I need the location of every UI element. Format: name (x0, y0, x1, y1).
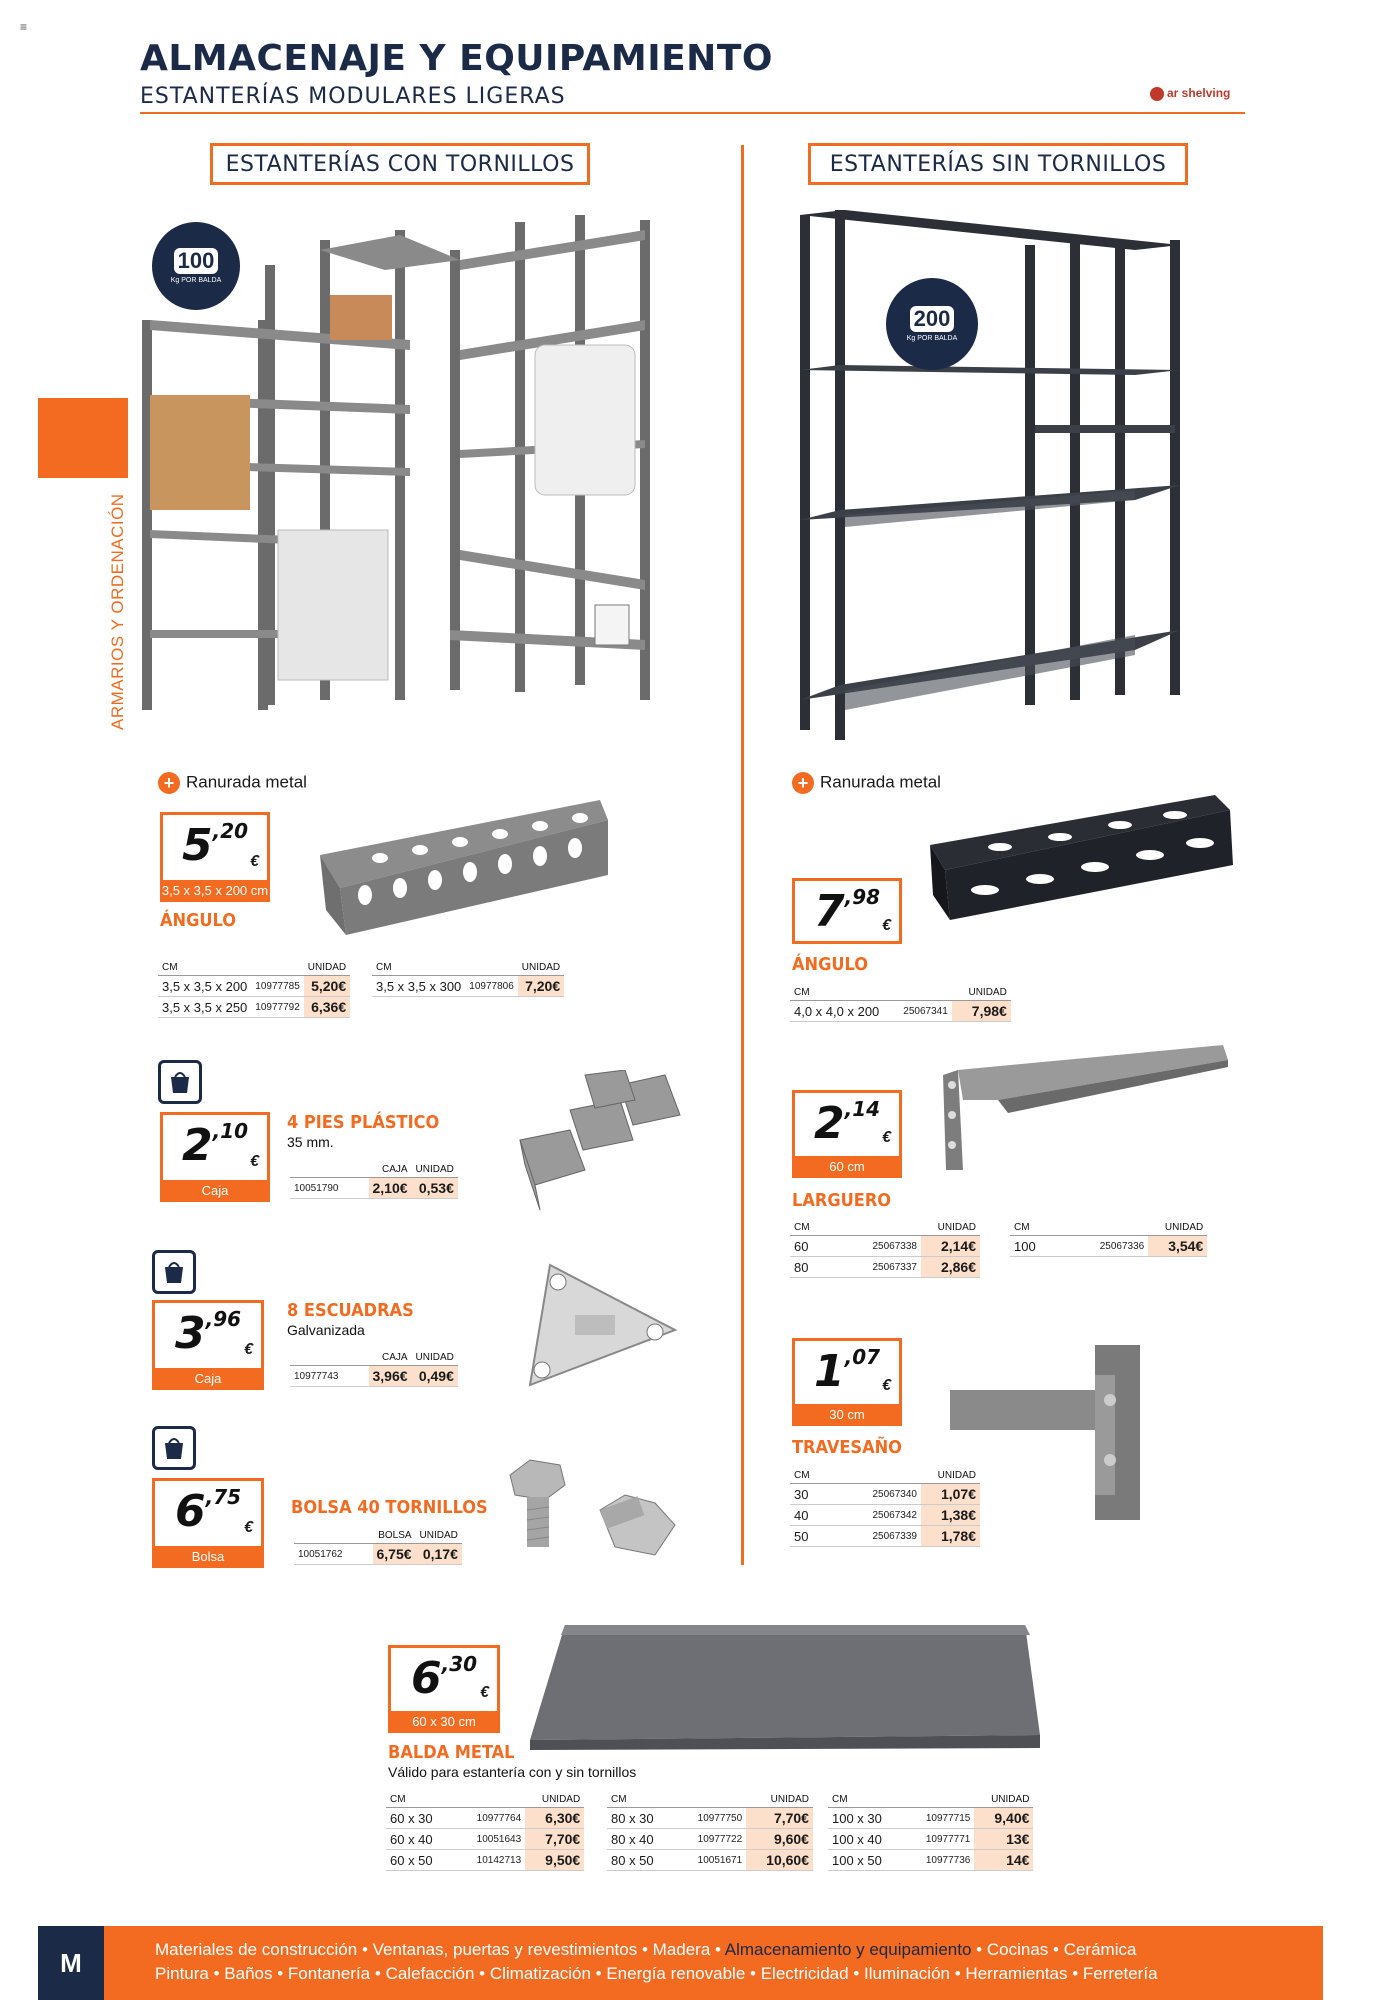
price-tag-angulo-left: 5,20 € 3,5 x 3,5 x 200 cm (160, 812, 270, 902)
menu-icon[interactable]: ≡ (20, 20, 28, 34)
table-row: 60 x 40 10051643 7,70€ (386, 1829, 584, 1850)
footer-link[interactable]: Energía renovable (606, 1964, 746, 1983)
table-row: 50 25067339 1,78€ (790, 1526, 980, 1547)
footer-link[interactable]: Ventanas, puertas y revestimientos (372, 1940, 638, 1959)
footer-link[interactable]: Fontanería (287, 1964, 371, 1983)
note-ranurada-left: + Ranurada metal (158, 772, 307, 794)
table-row: 80 x 50 10051671 10,60€ (607, 1850, 813, 1871)
plus-icon: + (158, 772, 180, 794)
product-sub-balda: Válido para estantería con y sin tornillos (388, 1764, 637, 1780)
footer-categories-line2: Pintura • Baños • Fontanería • Calefacción • Climatización • Energía renovable • Electricidad • Iluminación • Herramientas • Ferretería (155, 1964, 1158, 1983)
table-row: 10977743 3,96€ 0,49€ (290, 1366, 458, 1387)
shelving-image-sin-tornillos (795, 205, 1185, 740)
capacity-badge-200: 200 Kg POR BALDA (886, 278, 978, 370)
footer-link[interactable]: Pintura (155, 1964, 209, 1983)
product-title-larguero: LARGUERO (792, 1190, 892, 1211)
angulo-image-left (320, 800, 610, 935)
table-balda-60: CM UNIDAD 60 x 30 10977764 6,30€ 60 x 40 10051643 7,70€ 60 x 50 10142713 9,50€ (386, 1792, 584, 1871)
product-title-balda: BALDA METAL (388, 1742, 515, 1763)
table-balda-100: CM UNIDAD 100 x 30 10977715 9,40€ 100 x 40 10977771 13€ 100 x 50 10977736 14€ (828, 1792, 1033, 1871)
note-ranurada-right: + Ranurada metal (792, 772, 941, 794)
footer-link[interactable]: Cerámica (1063, 1940, 1137, 1959)
footer-link[interactable]: Cocinas (986, 1940, 1049, 1959)
table-row: 100 x 30 10977715 9,40€ (828, 1808, 1033, 1829)
capacity-badge-100: 100 Kg POR BALDA (152, 222, 240, 310)
shopping-bag-icon (158, 1060, 202, 1104)
table-row: 3,5 x 3,5 x 250 10977792 6,36€ (158, 997, 350, 1018)
brand-logo: ar shelving (1150, 86, 1230, 101)
footer-link[interactable]: Materiales de construcción (155, 1940, 358, 1959)
product-title-travesano: TRAVESAÑO (792, 1437, 902, 1458)
table-row: 40 25067342 1,38€ (790, 1505, 980, 1526)
table-row: 60 x 30 10977764 6,30€ (386, 1808, 584, 1829)
shopping-bag-icon (152, 1250, 196, 1294)
angulo-image-right (925, 795, 1235, 920)
shopping-bag-icon (152, 1426, 196, 1470)
footer-link-active[interactable]: Almacenamiento y equipamiento (724, 1940, 972, 1959)
side-tab (38, 398, 128, 478)
table-escuadras: CAJA UNIDAD 10977743 3,96€ 0,49€ (290, 1350, 458, 1387)
product-title-angulo-left: ÁNGULO (160, 910, 236, 931)
product-title-escuadras: 8 ESCUADRAS (287, 1300, 414, 1321)
pies-image (515, 1070, 695, 1220)
table-angulo-right: CM UNIDAD 4,0 x 4,0 x 200 25067341 7,98€ (790, 985, 1011, 1022)
price-tag-pies: 2,10 € Caja (160, 1112, 270, 1202)
footer-link[interactable]: Calefacción (385, 1964, 475, 1983)
table-row: 3,5 x 3,5 x 200 10977785 5,20€ (158, 976, 350, 997)
footer-link[interactable]: Ferretería (1082, 1964, 1158, 1983)
table-row: 10051790 2,10€ 0,53€ (290, 1178, 458, 1199)
balda-image (525, 1620, 1045, 1750)
header-rule (140, 112, 1245, 114)
larguero-image (938, 1035, 1238, 1175)
column-divider (741, 145, 744, 1565)
table-pies: CAJA UNIDAD 10051790 2,10€ 0,53€ (290, 1162, 458, 1199)
table-row: 80 x 30 10977750 7,70€ (607, 1808, 813, 1829)
table-balda-80: CM UNIDAD 80 x 30 10977750 7,70€ 80 x 40 10977722 9,60€ 80 x 50 10051671 10,60€ (607, 1792, 813, 1871)
product-title-angulo-right: ÁNGULO (792, 954, 868, 975)
tornillos-image (505, 1455, 685, 1565)
table-row: 60 25067338 2,14€ (790, 1236, 980, 1257)
section-title-con-tornillos: ESTANTERÍAS CON TORNILLOS (210, 143, 590, 185)
table-row: 4,0 x 4,0 x 200 25067341 7,98€ (790, 1001, 1011, 1022)
footer-bar (38, 1926, 1323, 2000)
footer-link[interactable]: Madera (652, 1940, 711, 1959)
price-tag-balda: 6,30 € 60 x 30 cm (388, 1645, 500, 1733)
table-angulo-left-a: CM UNIDAD 3,5 x 3,5 x 200 10977785 5,20€ 3,5 x 3,5 x 250 10977792 6,36€ (158, 960, 350, 1018)
table-row: 100 25067336 3,54€ (1010, 1236, 1207, 1257)
page-title: ALMACENAJE Y EQUIPAMIENTO (140, 38, 773, 79)
brand-icon (1150, 87, 1164, 101)
price-tag-angulo-right: 7,98 € (792, 878, 902, 944)
product-sub-pies: 35 mm. (287, 1134, 334, 1150)
table-row: 100 x 40 10977771 13€ (828, 1829, 1033, 1850)
table-larguero-a: CM UNIDAD 60 25067338 2,14€ 80 25067337 2,86€ (790, 1220, 980, 1278)
page-subtitle: ESTANTERÍAS MODULARES LIGERAS (140, 84, 566, 109)
price-tag-tornillos: 6,75 € Bolsa (152, 1478, 264, 1568)
escuadra-image (520, 1260, 680, 1390)
table-row: 100 x 50 10977736 14€ (828, 1850, 1033, 1871)
footer-link[interactable]: Baños (224, 1964, 273, 1983)
table-row: 80 x 40 10977722 9,60€ (607, 1829, 813, 1850)
table-row: 80 25067337 2,86€ (790, 1257, 980, 1278)
plus-icon: + (792, 772, 814, 794)
table-row: 10051762 6,75€ 0,17€ (294, 1544, 462, 1565)
table-larguero-b: CM UNIDAD 100 25067336 3,54€ (1010, 1220, 1207, 1257)
footer-logo[interactable]: M (38, 1926, 104, 2000)
footer-link[interactable]: Climatización (489, 1964, 591, 1983)
price-tag-escuadras: 3,96 € Caja (152, 1300, 264, 1390)
table-travesano: CM UNIDAD 30 25067340 1,07€ 40 25067342 1,38€ 50 25067339 1,78€ (790, 1468, 980, 1547)
product-title-pies: 4 PIES PLÁSTICO (287, 1112, 440, 1133)
section-title-sin-tornillos: ESTANTERÍAS SIN TORNILLOS (808, 143, 1188, 185)
side-label: ARMARIOS Y ORDENACIÓN (108, 493, 127, 730)
footer-link[interactable]: Electricidad (760, 1964, 849, 1983)
footer-categories-line1: Materiales de construcción • Ventanas, puertas y revestimientos • Madera • Almacenamiento y equipamiento • Cocinas • Cerámica (155, 1940, 1137, 1959)
table-angulo-left-b: CM UNIDAD 3,5 x 3,5 x 300 10977806 7,20€ (372, 960, 564, 997)
footer-link[interactable]: Herramientas (965, 1964, 1068, 1983)
price-tag-larguero: 2,14 € 60 cm (792, 1090, 902, 1178)
footer-link[interactable]: Iluminación (864, 1964, 950, 1983)
product-title-tornillos: BOLSA 40 TORNILLOS (291, 1497, 488, 1518)
table-tornillos: BOLSA UNIDAD 10051762 6,75€ 0,17€ (294, 1528, 462, 1565)
price-tag-travesano: 1,07 € 30 cm (792, 1338, 902, 1426)
table-row: 30 25067340 1,07€ (790, 1484, 980, 1505)
table-row: 3,5 x 3,5 x 300 10977806 7,20€ (372, 976, 564, 997)
table-row: 60 x 50 10142713 9,50€ (386, 1850, 584, 1871)
product-sub-escuadras: Galvanizada (287, 1322, 365, 1338)
